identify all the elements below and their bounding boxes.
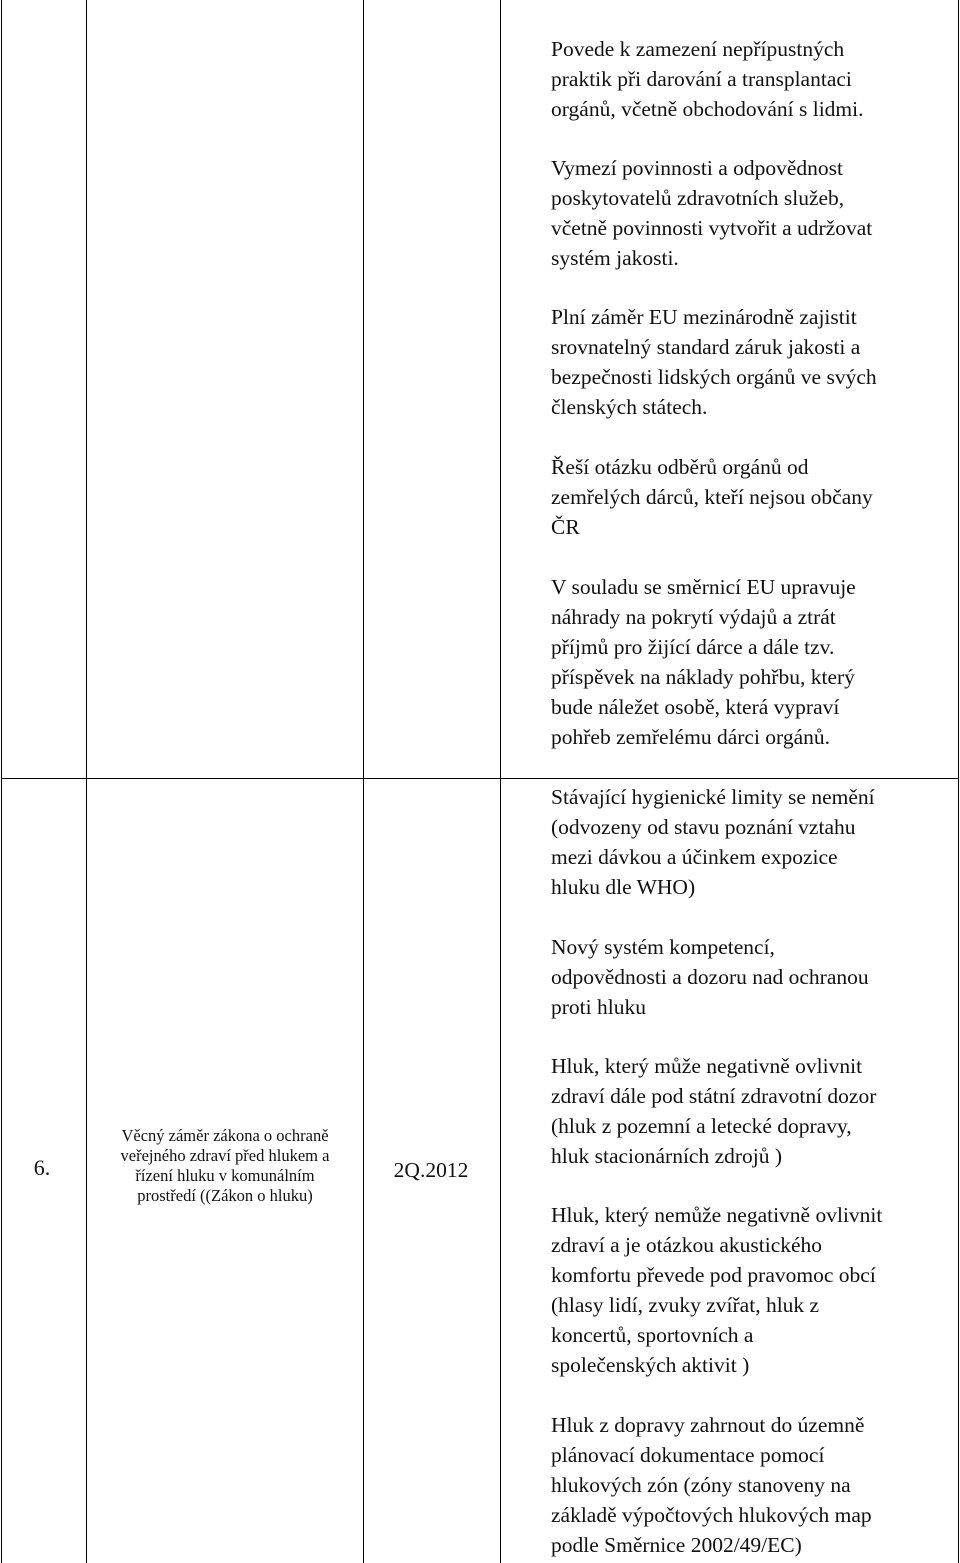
content-paragraph: Nový systém kompetencí, odpovědnosti a dozoru nad ochranou proti hluku [551,935,869,1019]
content-paragraph: Vymezí povinnosti a odpovědnost poskytovatelů zdravotních služeb, včetně povinnosti vytvořit a udržovat systém jakosti. [551,156,873,270]
content-paragraph: Povede k zamezení nepřípustných praktik při darování a transplantaci orgánů, včetně obchodování s lidmi. [551,37,864,121]
column-divider-1 [86,0,87,1563]
content-paragraph: Řeší otázku odběrů orgánů od zemřelých dárců, kteří nejsou občany ČR [551,455,873,539]
table-border-left [1,0,2,1563]
law-title: Věcný záměr zákona o ochraně veřejného zdraví před hlukem a řízení hluku v komunálním prostředí ((Zákon o hluku) [120,1126,330,1205]
column-divider-2 [363,0,364,1563]
content-paragraph: Hluk z dopravy zahrnout do územně plánovací dokumentace pomocí hlukových zón (zóny stanoveny na základě výpočtových hlukových map podle Směrnice 2002/49/EC) [551,1413,872,1557]
content-paragraph: Hluk, který může negativně ovlivnit zdraví dále pod státní zdravotní dozor (hluk z pozemní a letecké dopravy, hluk stacionárních zdrojů ) [551,1054,877,1168]
content-paragraph: Plní záměr EU mezinárodně zajistit srovnatelný standard záruk jakosti a bezpečnosti lidských orgánů ve svých členských státech. [551,305,877,419]
column-divider-3 [500,0,501,1563]
row-number: 6. [33,1155,51,1180]
table-border-right [958,0,959,1563]
row-divider [1,778,959,779]
content-paragraph: Stávající hygienické limity se nemění (odvozeny od stavu poznání vztahu mezi dávkou a účinkem expozice hluku dle WHO) [551,785,875,899]
content-paragraph: V souladu se směrnicí EU upravuje náhrady na pokrytí výdajů a ztrát příjmů pro žijící dárce a dále tzv. příspěvek na náklady pohřbu, který bude náležet osobě, která vypraví pohřeb zemřelému dárci orgánů. [551,575,856,749]
content-paragraph: Hluk, který nemůže negativně ovlivnit zdraví a je otázkou akustického komfortu převede pod pravomoc obcí (hlasy lidí, zvuky zvířat, hluk z koncertů, sportovních a společenských aktivit ) [551,1203,883,1377]
deadline-period: 2Q.2012 [393,1158,469,1182]
